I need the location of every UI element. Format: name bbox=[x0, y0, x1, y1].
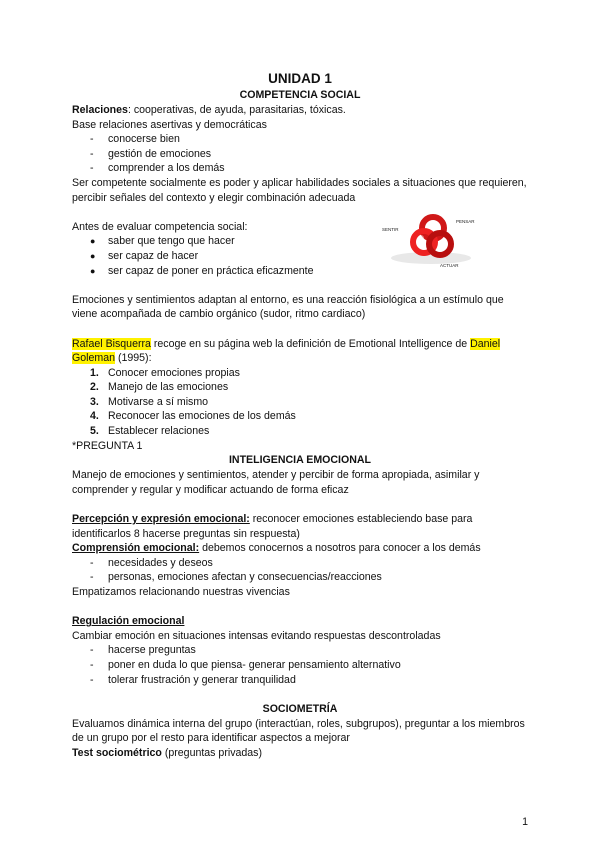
goleman-list bbox=[72, 366, 528, 439]
think-feel-act-figure bbox=[380, 212, 482, 278]
pregunta-note: *PREGUNTA 1 bbox=[72, 439, 143, 452]
list-item: - tolerar frustración y generar tranquilidad bbox=[72, 673, 528, 688]
section-heading-sociometria: SOCIOMETRÍA bbox=[262, 702, 338, 715]
test-text: (preguntas privadas) bbox=[161, 746, 262, 759]
page-number: 1 bbox=[522, 816, 528, 828]
list-item: - conocerse bien bbox=[72, 132, 528, 147]
comprension-list bbox=[72, 556, 528, 585]
list-item: - poner en duda lo que piensa- generar pensamiento alternativo bbox=[72, 658, 528, 673]
list-item: 1. Conocer emociones propias bbox=[90, 366, 240, 379]
empatizamos-line: Empatizamos relacionando nuestras vivencias bbox=[72, 586, 290, 598]
bisquerra-name: Rafael Bisquerra bbox=[72, 337, 151, 350]
label-pensar: PENSAR bbox=[456, 219, 475, 224]
regulacion-list bbox=[72, 643, 528, 687]
list-item: - comprender a los demás bbox=[72, 161, 528, 176]
relaciones-line bbox=[72, 103, 528, 118]
test-label: Test sociométrico bbox=[72, 746, 162, 759]
list-item: ● ser capaz de poner en práctica eficazmente bbox=[72, 264, 528, 279]
label-sentir: SENTIR bbox=[382, 227, 399, 232]
list-item: - hacerse preguntas bbox=[72, 643, 528, 658]
label-actuar: ACTUAR bbox=[440, 263, 459, 268]
ie-intro: Manejo de emociones y sentimientos, atender y percibir de forma apropiada, asimilar y comprender y regular y modificar actuando de forma eficaz bbox=[72, 469, 480, 496]
list-item: ● saber que tengo que hacer bbox=[72, 234, 528, 249]
document-page bbox=[72, 70, 528, 761]
list-item: - gestión de emociones bbox=[72, 147, 528, 162]
list-item: - personas, emociones afectan y consecuencias/reacciones bbox=[72, 570, 528, 585]
regulacion-heading: Regulación emocional bbox=[72, 615, 185, 628]
section-heading-competencia-social: COMPETENCIA SOCIAL bbox=[239, 89, 361, 101]
goleman-name: Daniel Goleman bbox=[72, 337, 501, 365]
percepcion-text: reconocer emociones estableciendo base para identificarlos 8 hacerse preguntas sin respuesta) bbox=[72, 513, 473, 540]
comprension-text: debemos conocernos a nosotros para conocer a los demás bbox=[199, 542, 481, 555]
list-item: ● ser capaz de hacer bbox=[72, 249, 528, 264]
percepcion-paragraph bbox=[72, 512, 528, 541]
base-list bbox=[72, 132, 528, 176]
eval-intro: Antes de evaluar competencia social: bbox=[72, 220, 248, 233]
base-line: Base relaciones asertivas y democráticas bbox=[72, 118, 267, 131]
emociones-paragraph: Emociones y sentimientos adaptan al entorno, es una reacción fisiológica a un estímulo que viene acompañada de cambio orgánico (sudor, ritmo cardiaco) bbox=[72, 293, 504, 321]
sociometria-paragraph: Evaluamos dinámica interna del grupo (interactúan, roles, subgrupos), preguntar a los miembros de un grupo por el resto para identificar aspectos a mejorar bbox=[72, 717, 525, 745]
relaciones-text: : cooperativas, de ayuda, parasitarias, tóxicas. bbox=[127, 104, 346, 116]
competent-paragraph: Ser competente socialmente es poder y aplicar habilidades sociales a situaciones que requieren, percibir señales del contexto y elegir combinación adecuada bbox=[72, 176, 527, 204]
list-item: 5. Establecer relaciones bbox=[90, 425, 210, 438]
list-item: 3. Motivarse a sí mismo bbox=[90, 395, 209, 408]
relaciones-label: Relaciones bbox=[72, 104, 128, 116]
bisquerra-text: recoge en su página web la definición de Emotional Intelligence de bbox=[150, 337, 471, 350]
comprension-label: Comprensión emocional: bbox=[72, 542, 200, 555]
goleman-year: (1995): bbox=[115, 352, 152, 365]
unit-title: UNIDAD 1 bbox=[268, 71, 332, 86]
section-heading-inteligencia-emocional: INTELIGENCIA EMOCIONAL bbox=[228, 454, 372, 467]
bisquerra-paragraph bbox=[72, 337, 528, 366]
list-item: 4. Reconocer las emociones de los demás bbox=[90, 410, 296, 423]
regulacion-intro: Cambiar emoción en situaciones intensas evitando respuestas descontroladas bbox=[72, 629, 441, 642]
test-line bbox=[72, 746, 528, 761]
list-item: 2. Manejo de las emociones bbox=[90, 381, 229, 394]
list-item: - necesidades y deseos bbox=[72, 556, 528, 571]
comprension-paragraph bbox=[72, 541, 528, 556]
percepcion-label: Percepción y expresión emocional: bbox=[72, 513, 250, 526]
